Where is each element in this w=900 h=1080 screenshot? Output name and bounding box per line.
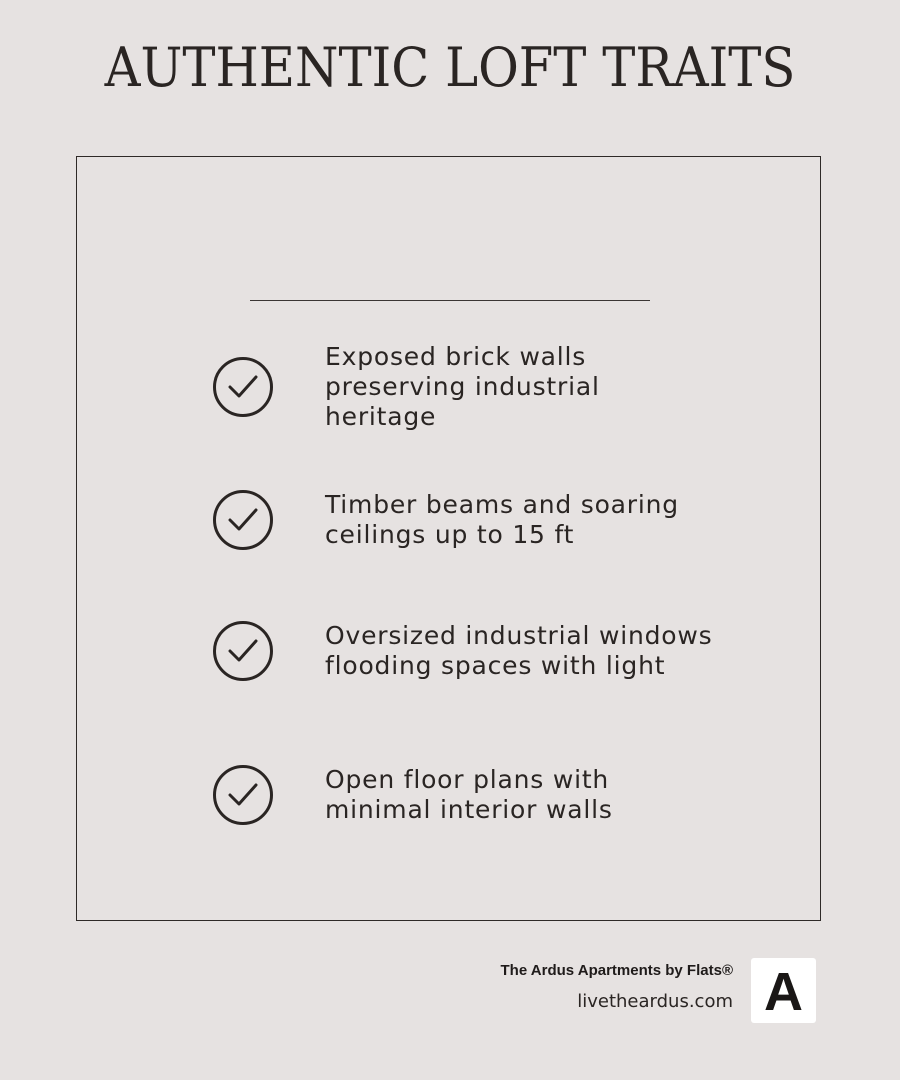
trait-item bbox=[212, 620, 752, 682]
check-circle-icon bbox=[212, 356, 274, 418]
trait-line: Exposed brick walls bbox=[325, 342, 587, 371]
check-circle-icon bbox=[212, 489, 274, 551]
trait-line: heritage bbox=[325, 402, 437, 431]
brand-url: livetheardus.com bbox=[577, 991, 733, 1012]
trait-item bbox=[212, 342, 752, 432]
trait-line: Timber beams and soaring bbox=[325, 490, 679, 519]
brand-logo bbox=[751, 958, 816, 1023]
trait-text bbox=[325, 342, 600, 432]
trait-line: flooding spaces with light bbox=[325, 651, 666, 680]
check-circle-icon bbox=[212, 764, 274, 826]
logo-letter: A bbox=[764, 962, 803, 1022]
footer-brand bbox=[501, 962, 733, 1012]
trait-item bbox=[212, 764, 752, 826]
brand-name: The Ardus Apartments by Flats® bbox=[500, 962, 733, 979]
trait-text bbox=[325, 621, 712, 681]
trait-line: preserving industrial bbox=[325, 372, 600, 401]
divider-line bbox=[250, 300, 650, 301]
check-circle-icon bbox=[212, 620, 274, 682]
trait-line: minimal interior walls bbox=[325, 795, 613, 824]
trait-text bbox=[325, 765, 613, 825]
trait-line: ceilings up to 15 ft bbox=[325, 520, 575, 549]
trait-line: Oversized industrial windows bbox=[325, 621, 713, 650]
trait-text bbox=[325, 490, 679, 550]
trait-line: Open floor plans with bbox=[325, 765, 610, 794]
letter-a-logo-icon bbox=[751, 958, 816, 1023]
trait-item bbox=[212, 489, 752, 551]
page-title: AUTHENTIC LOFT TRAITS bbox=[104, 36, 796, 99]
